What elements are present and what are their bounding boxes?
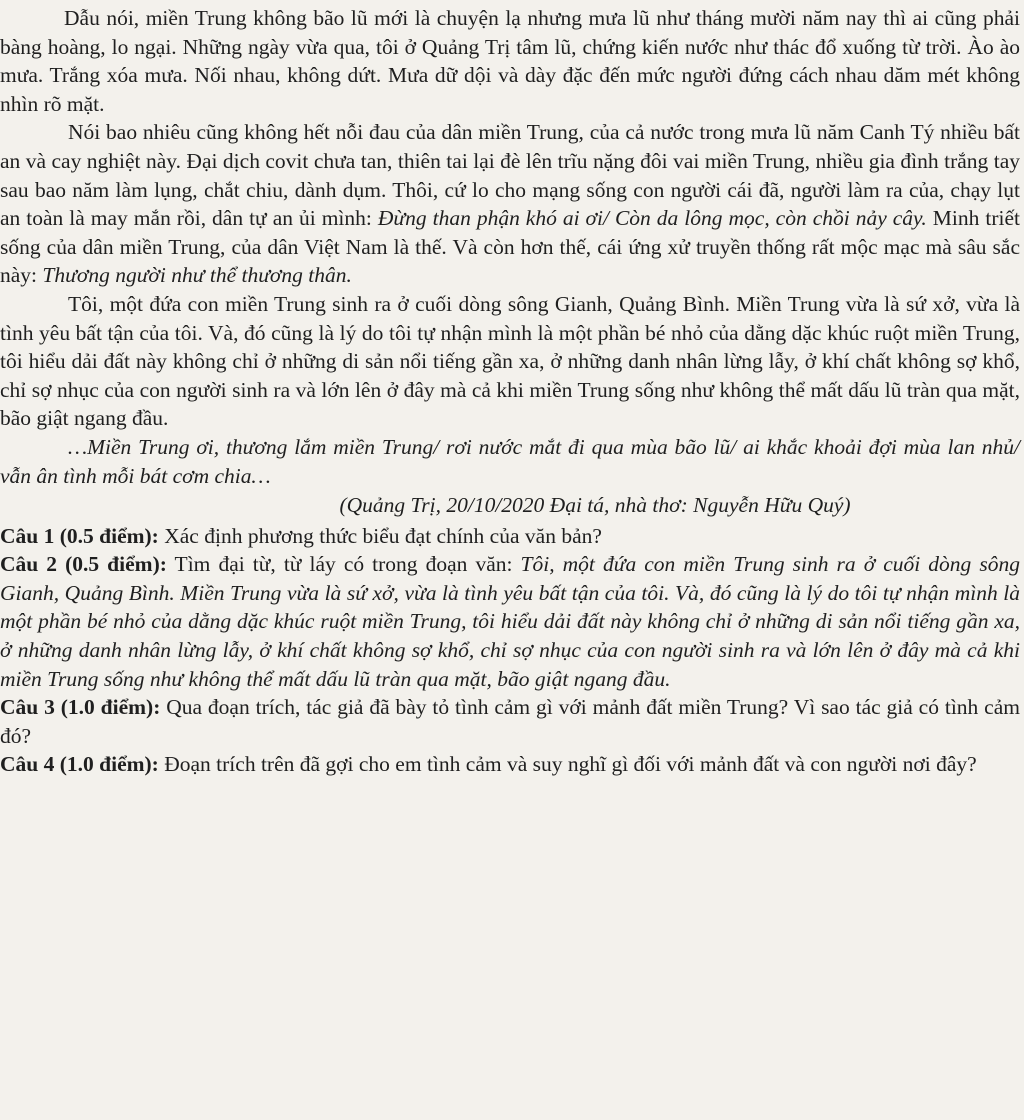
poem-excerpt <box>0 433 1020 490</box>
paragraph-3: Tôi, một đứa con miền Trung sinh ra ở cuối dòng sông Gianh, Quảng Bình. Miền Trung vừa là sứ xở, vừa là tình yêu bất tận của tôi. Và, đó cũng là lý do tôi tự nhận mình là một phần bé nhỏ của dằng dặc khúc ruột miền Trung, tôi hiểu dải đất này không chỉ ở những di sản nổi tiếng gần xa, ở những danh nhân lừng lẫy, ở khí chất không sợ khổ, chỉ sợ nhục của con người sinh ra và lớn lên ở đây mà cả khi miền Trung sống như không thể mất dấu lũ tràn qua mặt, bão giật ngang đầu. <box>0 291 1020 431</box>
paragraph-2-text-a: Nói bao nhiêu cũng không hết nỗi đau của dân miền Trung, của cả nước trong mưa lũ năm Canh Tý nhiều bất an và cay nghiệt này. Đại dịch covit chưa tan, thiên tai lại đè lên trĩu nặng đôi vai miền Trung, nhiều gia đình trắng tay sau bao năm làm lụng, chắt chiu, dành dụm. Thôi, cứ lo cho mạng sống con người cái đã, người làm ra của, chạy lụt an toàn là may mắn rồi, dân tự an ủi mình: <box>0 120 1020 231</box>
question-2 <box>0 550 1020 693</box>
paragraph-2-text-b: Minh triết sống của dân miền Trung, của dân Việt Nam là thế. Và còn hơn thế, cái ứng xử truyền thống rất mộc mạc mà sâu sắc này: <box>0 206 1020 288</box>
source-citation: (Quảng Trị, 20/10/2020 Đại tá, nhà thơ: Nguyễn Hữu Quý) <box>339 493 851 518</box>
poem-text: …Miền Trung ơi, thương lắm miền Trung/ rơi nước mắt đi qua mùa bão lũ/ ai khắc khoải đợi mùa lan nhủ/ vẫn ân tình mỗi bát cơm chia… <box>0 434 1020 488</box>
question-2-label: Câu 2 (0.5 điểm): <box>0 552 167 577</box>
question-3-label: Câu 3 (1.0 điểm): <box>0 695 161 720</box>
paragraph-1: Dẫu nói, miền Trung không bão lũ mới là chuyện lạ nhưng mưa lũ như tháng mười năm nay thì ai cũng phải bàng hoàng, lo ngại. Những ngày vừa qua, tôi ở Quảng Trị tâm lũ, chứng kiến nước như thác đổ xuống từ trời. Ào ào mưa. Trắng xóa mưa. Nối nhau, không dứt. Mưa dữ dội và dày đặc đến mức người đứng cách nhau dăm mét không nhìn rõ mặt. <box>0 6 1020 116</box>
question-4-text: Đoạn trích trên đã gợi cho em tình cảm và suy nghĩ gì đối với mảnh đất và con người nơi đây? <box>158 752 977 777</box>
question-list <box>0 522 1020 779</box>
question-3-text: Qua đoạn trích, tác giả đã bày tỏ tình cảm gì với mảnh đất miền Trung? Vì sao tác giả có tình cảm đó? <box>0 695 1020 748</box>
question-2-excerpt: Tôi, một đứa con miền Trung sinh ra ở cuối dòng sông Gianh, Quảng Bình. Miền Trung vừa là sứ xở, vừa là tình yêu bất tận của tôi. Và, đó cũng là lý do tôi tự nhận mình là một phần bé nhỏ của dằng dặc khúc ruột miền Trung, tôi hiểu dải đất này không chỉ ở những di sản nổi tiếng gần xa, ở những danh nhân lừng lẫy, ở khí chất không sợ khổ, chỉ sợ nhục của con người sinh ra và lớn lên ở đây mà cả khi miền Trung sống như không thể mất dấu lũ tràn qua mặt, bão giật ngang đầu. <box>0 552 1020 691</box>
paragraph-2-quote-2: Thương người như thể thương thân. <box>42 263 352 288</box>
question-3 <box>0 693 1020 750</box>
question-1 <box>0 522 1020 551</box>
question-2-text: Tìm đại từ, từ láy có trong đoạn văn: <box>166 552 521 577</box>
question-4 <box>0 750 1020 779</box>
paragraph-2 <box>0 118 1020 290</box>
question-4-label: Câu 4 (1.0 điểm): <box>0 752 159 777</box>
question-1-text: Xác định phương thức biểu đạt chính của văn bản? <box>158 523 602 548</box>
paragraph-2-quote-1: Đừng than phận khó ai ơi/ Còn da lông mọc, còn chồi nảy cây. <box>377 206 927 231</box>
question-1-label: Câu 1 (0.5 điểm): <box>0 523 159 548</box>
